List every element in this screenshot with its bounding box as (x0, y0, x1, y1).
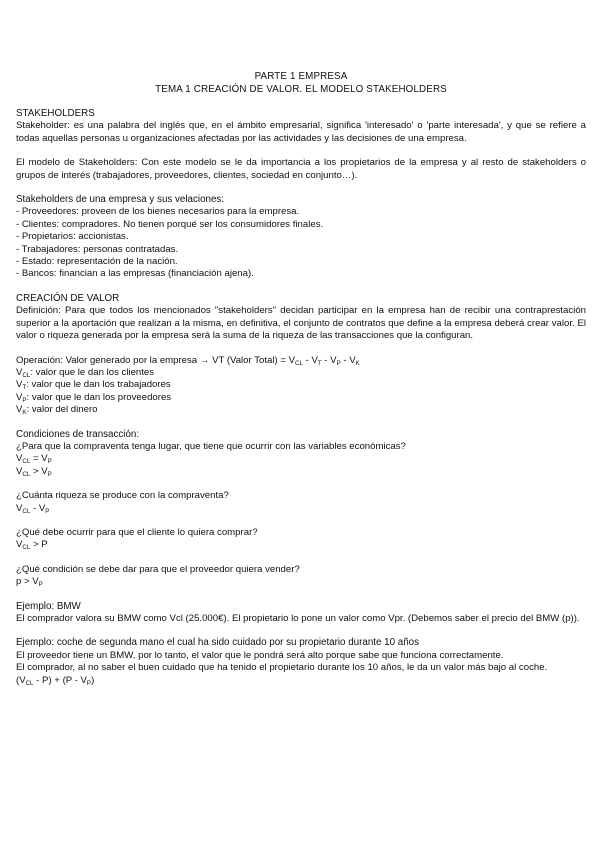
list-item: - Estado: representación de la nación. (16, 256, 178, 268)
bmw-example-text: El comprador valora su BMW como Vcl (25.000€). El propietario lo pone un valor como Vpr. (Debemos saber el precio del BMW (p)). (16, 613, 580, 624)
coche-example-formula: $(V_{CL} - P) + (P - V_P)$ (16, 674, 95, 687)
list-item: - Propietarios: accionistas. (16, 231, 129, 243)
variable-definition: $V_T$: valor que le dan los trabajadores (16, 379, 171, 392)
topic-title: TEMA 1 CREACIÓN DE VALOR. EL MODELO STAKEHOLDERS (155, 84, 447, 95)
condiciones-heading: Condiciones de transacción: (16, 428, 140, 440)
list-item: - Proveedores: proveen de los bienes necesarios para la empresa. (16, 206, 300, 218)
variable-definition: $V_P$: valor que le dan los proveedores (16, 391, 172, 404)
answer-formula: $V_{CL} > P$ (16, 539, 48, 552)
list-item: - Clientes: compradores. No tienen porqué ser los consumidores finales. (16, 218, 324, 230)
stakeholder-definition: Stakeholder: es una palabra del inglés que, en el ámbito empresarial, significa 'interesado' o 'parte interesada', y que se refiere a todas aquellas personas u organizaciones afectadas por las actividades y las decisiones de una empresa. (16, 120, 586, 144)
creacion-heading: CREACIÓN DE VALOR (16, 292, 120, 304)
answer-formula: $V_{CL} > V_P$ (16, 465, 52, 478)
list-item: - Bancos: financian a las empresas (financiación ajena). (16, 268, 254, 280)
bmw-example-heading: Ejemplo: BMW (16, 600, 81, 612)
question: ¿Cuánta riqueza se produce con la compraventa? (16, 490, 229, 502)
answer-formula: $V_{CL} - V_P$ (16, 502, 50, 515)
question: ¿Qué condición se debe dar para que el proveedor quiera vender? (16, 563, 300, 575)
coche-example-heading: Ejemplo: coche de segunda mano el cual ha sido cuidado por su propietario durante 10 años (16, 637, 420, 649)
part-title: PARTE 1 EMPRESA (254, 71, 348, 82)
operation-prefix: Operación: Valor generado por la empresa → VT (Valor Total) = (16, 354, 289, 366)
answer-formula: $p > V_P$ (16, 576, 43, 589)
coche-example-line: El comprador, al no saber el buen cuidado que ha tenido el propietario durante los 10 años, le da un valor más bajo al coche. (16, 662, 548, 674)
stakeholders-heading: STAKEHOLDERS (16, 108, 95, 119)
question: ¿Qué debe ocurrir para que el cliente lo quiera comprar? (16, 526, 258, 538)
variable-definition: $V_K$: valor del dinero (16, 404, 98, 417)
variable-definition: $V_{CL}$: valor que le dan los clientes (16, 366, 155, 379)
document-body (16, 70, 586, 687)
relations-heading: Stakeholders de una empresa y sus velaciones: (16, 194, 225, 206)
list-item: - Trabajadores: personas contratadas. (16, 243, 179, 255)
question: ¿Para que la compraventa tenga lugar, que tiene que ocurrir con las variables económicas? (16, 440, 406, 452)
creacion-definition: Definición: Para que todos los mencionados "stakeholders" decidan participar en la empresa han de recibir una contraprestación superior a la aportación que realizan a la misma, en definitiva, el conjunto de contratos que define a la empresa deberá crear valor. El valor o riqueza generada por la empresa será la suma de la riqueza de las transacciones que la configuran. (16, 305, 586, 342)
stakeholder-model: El modelo de Stakeholders: Con este modelo se le da importancia a los propietarios de la empresa y al resto de stakeholders o grupos de interés (trabajadores, proveedores, clientes, sociedad en conjunto…). (16, 157, 586, 181)
answer-formula: $V_{CL} = V_P$ (16, 453, 52, 466)
relations-list (16, 206, 586, 280)
coche-example-line: El proveedor tiene un BMW, por lo tanto, el valor que le pondrá será alto porque sabe que funciona correctamente. (16, 649, 504, 661)
operation-formula: Operación: Valor generado por la empresa → VT (Valor Total) = $V_{CL} - V_T - V_P - V_K$ (16, 354, 360, 367)
